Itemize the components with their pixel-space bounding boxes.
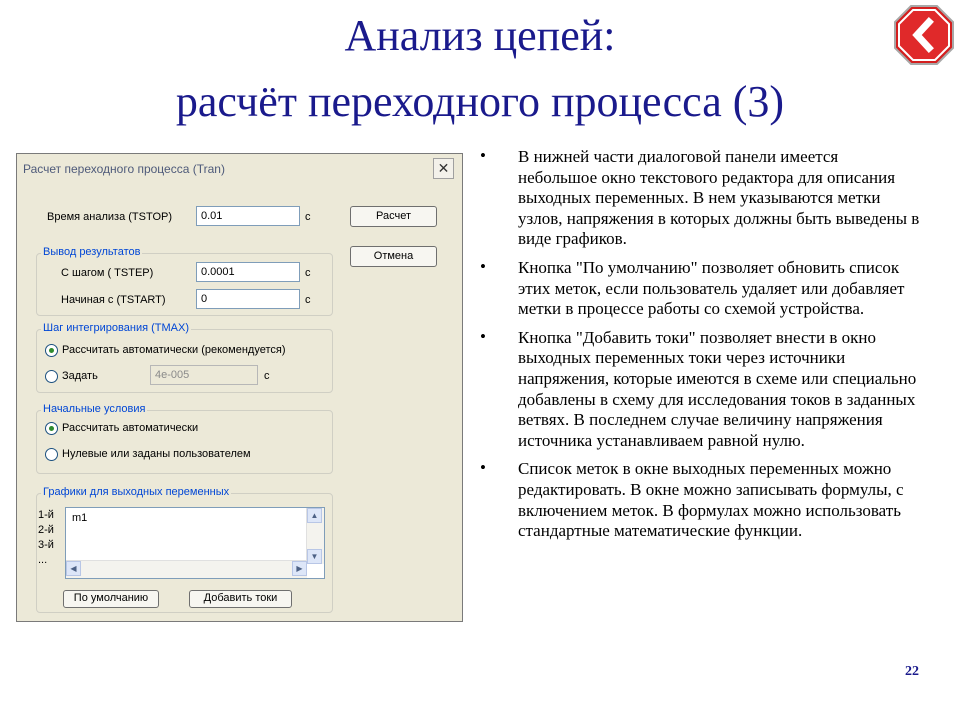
bullet-dot-icon: • bbox=[480, 458, 486, 478]
bullet-item bbox=[480, 147, 920, 250]
integration-set-label: Задать bbox=[62, 370, 98, 382]
back-button[interactable] bbox=[893, 4, 955, 66]
dialog-titlebar bbox=[17, 154, 462, 184]
dialog-title: Расчет переходного процесса (Tran) bbox=[23, 162, 225, 176]
start-label: Начиная с (TSTART) bbox=[61, 294, 166, 306]
default-button[interactable]: По умолчанию bbox=[63, 590, 159, 608]
bullet-item bbox=[480, 459, 920, 541]
horizontal-scrollbar[interactable] bbox=[66, 560, 307, 578]
integration-auto-label: Рассчитать автоматически (рекомендуется) bbox=[62, 344, 286, 356]
integration-step-label: Шаг интегрирования (TMAX) bbox=[43, 322, 189, 334]
initial-zero-label: Нулевые или заданы пользователем bbox=[62, 448, 251, 460]
cancel-button[interactable]: Отмена bbox=[350, 246, 437, 267]
scroll-left-icon[interactable]: ◀ bbox=[66, 561, 81, 576]
initial-auto-label: Рассчитать автоматически bbox=[62, 422, 199, 434]
plots-label: Графики для выходных переменных bbox=[43, 486, 230, 498]
bullet-item bbox=[480, 328, 920, 452]
back-arrow-icon bbox=[893, 4, 955, 66]
integration-set-radio[interactable] bbox=[45, 370, 58, 383]
step-label: С шагом ( TSTEP) bbox=[61, 267, 154, 279]
editor-line[interactable]: m1 bbox=[72, 512, 88, 524]
initial-zero-radio[interactable] bbox=[45, 448, 58, 461]
bullet-item bbox=[480, 258, 920, 320]
step-unit: c bbox=[305, 267, 311, 279]
initial-conditions-group bbox=[36, 410, 333, 474]
close-button[interactable]: ✕ bbox=[433, 158, 454, 179]
analysis-time-label: Время анализа (TSTOP) bbox=[47, 211, 173, 223]
plot-row-3: 3-й bbox=[38, 539, 54, 551]
bullet-text: Кнопка "Добавить токи" позволяет внести в окно выходных переменных токи через источники напряжения, которые имеются в схеме или специально добавлены в схему для исследования токов в заданных ветвях. В последнем случае величину напряжения источника устанавливаем равной нулю. bbox=[518, 327, 917, 450]
integration-step-input[interactable]: 4e-005 bbox=[150, 365, 258, 385]
bullet-text: Список меток в окне выходных переменных можно редактировать. В окне можно записывать формулы, с включением меток. В формулах можно использовать стандартные математические функции. bbox=[518, 459, 904, 541]
output-results-label: Вывод результатов bbox=[43, 246, 141, 258]
analysis-time-input[interactable]: 0.01 bbox=[196, 206, 300, 226]
slide-title-line1: Анализ цепей: bbox=[344, 11, 616, 60]
integration-step-unit: c bbox=[264, 370, 270, 382]
add-currents-button[interactable]: Добавить токи bbox=[189, 590, 292, 608]
scroll-up-icon[interactable]: ▲ bbox=[307, 508, 322, 523]
slide-title-line2: расчёт переходного процесса (3) bbox=[175, 77, 785, 126]
analysis-time-unit: c bbox=[305, 211, 311, 223]
step-input[interactable]: 0.0001 bbox=[196, 262, 300, 282]
plot-row-1: 1-й bbox=[38, 509, 54, 521]
transient-analysis-dialog bbox=[16, 153, 463, 622]
bullet-list bbox=[480, 147, 920, 550]
integration-auto-radio[interactable] bbox=[45, 344, 58, 357]
start-input[interactable]: 0 bbox=[196, 289, 300, 309]
initial-conditions-label: Начальные условия bbox=[43, 403, 146, 415]
page-number: 22 bbox=[905, 664, 919, 679]
scroll-down-icon[interactable]: ▼ bbox=[307, 549, 322, 564]
start-unit: c bbox=[305, 294, 311, 306]
plot-row-2: 2-й bbox=[38, 524, 54, 536]
scroll-right-icon[interactable]: ▶ bbox=[292, 561, 307, 576]
bullet-text: В нижней части диалоговой панели имеется небольшое окно текстового редактора для описания выходных переменных. В нем указываются метки узлов, напряжения в которых должны быть выведены в виде графиков. bbox=[518, 147, 920, 249]
plot-row-more: ... bbox=[38, 554, 48, 566]
vertical-scrollbar[interactable] bbox=[306, 508, 324, 564]
bullet-dot-icon: • bbox=[480, 326, 486, 346]
initial-auto-radio[interactable] bbox=[45, 422, 58, 435]
output-variables-editor[interactable] bbox=[65, 507, 325, 579]
bullet-dot-icon: • bbox=[480, 256, 486, 276]
calc-button[interactable]: Расчет bbox=[350, 206, 437, 227]
bullet-text: Кнопка "По умолчанию" позволяет обновить список этих меток, если пользователь удаляет или добавляет метки в процессе работы со схемой устройства. bbox=[518, 257, 905, 319]
bullet-dot-icon: • bbox=[480, 146, 486, 165]
